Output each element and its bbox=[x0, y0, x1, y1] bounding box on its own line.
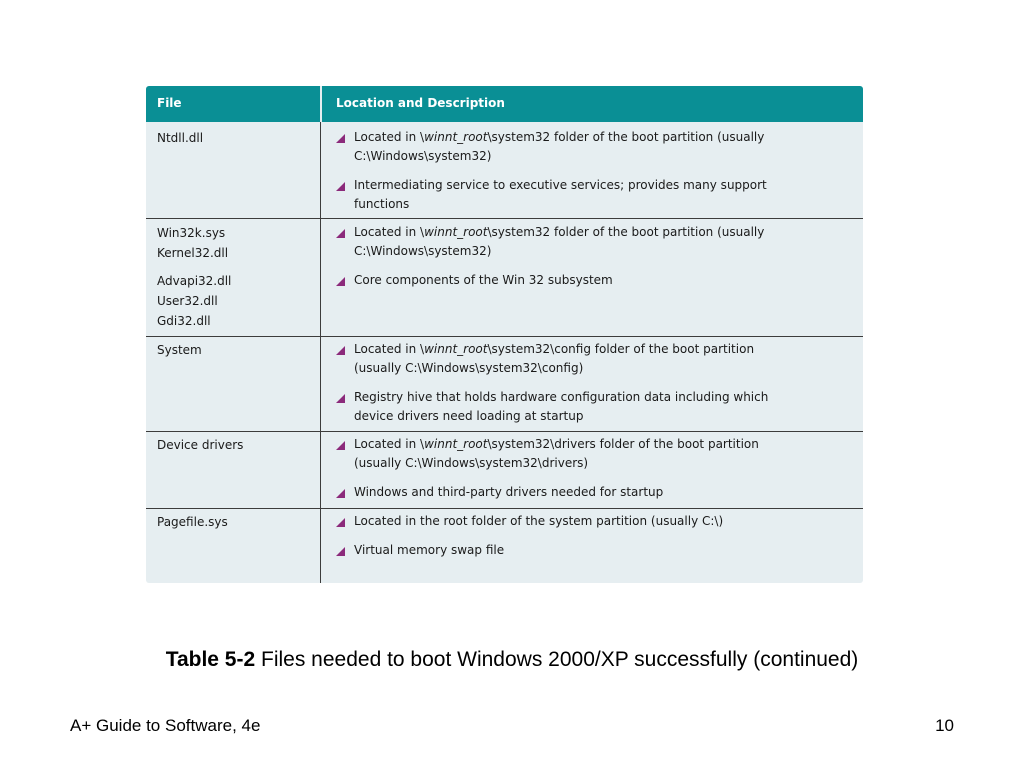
description-cell bbox=[336, 512, 846, 570]
bullet-text: \system32 folder of the boot partition (usually bbox=[487, 130, 765, 144]
footer-title: A+ Guide to Software, 4e bbox=[70, 716, 261, 735]
triangle-bullet-icon bbox=[336, 229, 345, 238]
description-cell bbox=[336, 128, 846, 224]
file-name: Ntdll.dll bbox=[157, 131, 204, 145]
row-divider bbox=[146, 336, 863, 337]
bullet-item bbox=[336, 512, 846, 531]
bullet-text: Located in \ bbox=[354, 437, 425, 451]
file-name: User32.dll bbox=[157, 294, 218, 308]
bullet-item bbox=[336, 271, 846, 290]
triangle-bullet-icon bbox=[336, 394, 345, 403]
triangle-bullet-icon bbox=[336, 489, 345, 498]
header-separator bbox=[320, 86, 322, 122]
triangle-bullet-icon bbox=[336, 182, 345, 191]
file-cell bbox=[157, 223, 315, 331]
caption-text: Files needed to boot Windows 2000/XP successfully (continued) bbox=[255, 648, 859, 671]
bullet-text: Windows and third-party drivers needed for startup bbox=[354, 485, 664, 499]
description-cell bbox=[336, 340, 846, 436]
path-variable: winnt_root bbox=[424, 130, 488, 144]
table-header bbox=[146, 86, 863, 122]
path-variable: winnt_root bbox=[424, 342, 488, 356]
file-name: Device drivers bbox=[157, 438, 244, 452]
header-file: File bbox=[157, 96, 182, 110]
bullet-text: Registry hive that holds hardware configuration data including which bbox=[354, 390, 769, 404]
bullet-text: Located in \ bbox=[354, 225, 425, 239]
file-cell bbox=[157, 340, 315, 360]
file-cell bbox=[157, 512, 315, 532]
bullet-text: Core components of the Win 32 subsystem bbox=[354, 273, 613, 287]
bullet-item bbox=[336, 483, 846, 502]
path-variable: winnt_root bbox=[424, 225, 488, 239]
boot-files-table bbox=[146, 86, 863, 583]
path-variable: winnt_root bbox=[424, 437, 488, 451]
file-cell bbox=[157, 128, 315, 148]
bullet-text-continued: functions bbox=[354, 197, 410, 211]
bullet-text-continued: (usually C:\Windows\system32\drivers) bbox=[354, 456, 589, 470]
header-location: Location and Description bbox=[336, 96, 505, 110]
bullet-item bbox=[336, 223, 846, 261]
bullet-item bbox=[336, 435, 846, 473]
bullet-text-continued: C:\Windows\system32) bbox=[354, 244, 492, 258]
bullet-text: Located in the root folder of the system partition (usually C:\) bbox=[354, 514, 724, 528]
bullet-item bbox=[336, 388, 846, 426]
triangle-bullet-icon bbox=[336, 441, 345, 450]
bullet-text: Located in \ bbox=[354, 130, 425, 144]
triangle-bullet-icon bbox=[336, 547, 345, 556]
triangle-bullet-icon bbox=[336, 346, 345, 355]
bullet-item bbox=[336, 128, 846, 166]
triangle-bullet-icon bbox=[336, 277, 345, 286]
bullet-item bbox=[336, 176, 846, 214]
file-name: Gdi32.dll bbox=[157, 314, 211, 328]
description-cell bbox=[336, 223, 846, 300]
triangle-bullet-icon bbox=[336, 518, 345, 527]
bullet-text: Intermediating service to executive services; provides many support bbox=[354, 178, 767, 192]
file-name: System bbox=[157, 343, 202, 357]
caption-label: Table 5-2 bbox=[165, 648, 256, 671]
description-cell bbox=[336, 435, 846, 512]
bullet-text: \system32 folder of the boot partition (usually bbox=[487, 225, 765, 239]
bullet-text-continued: device drivers need loading at startup bbox=[354, 409, 584, 423]
table-caption bbox=[0, 648, 1024, 672]
file-name: Pagefile.sys bbox=[157, 515, 228, 529]
file-name: Kernel32.dll bbox=[157, 246, 229, 260]
file-name: Win32k.sys bbox=[157, 226, 226, 240]
triangle-bullet-icon bbox=[336, 134, 345, 143]
bullet-text: Located in \ bbox=[354, 342, 425, 356]
page-number: 10 bbox=[935, 716, 954, 735]
bullet-text: Virtual memory swap file bbox=[354, 543, 505, 557]
bullet-item bbox=[336, 340, 846, 378]
bullet-text-continued: (usually C:\Windows\system32\config) bbox=[354, 361, 584, 375]
bullet-text: \system32\config folder of the boot partition bbox=[487, 342, 755, 356]
file-name: Advapi32.dll bbox=[157, 274, 232, 288]
bullet-text-continued: C:\Windows\system32) bbox=[354, 149, 492, 163]
bullet-item bbox=[336, 541, 846, 560]
bullet-text: \system32\drivers folder of the boot partition bbox=[487, 437, 759, 451]
file-cell bbox=[157, 435, 315, 455]
